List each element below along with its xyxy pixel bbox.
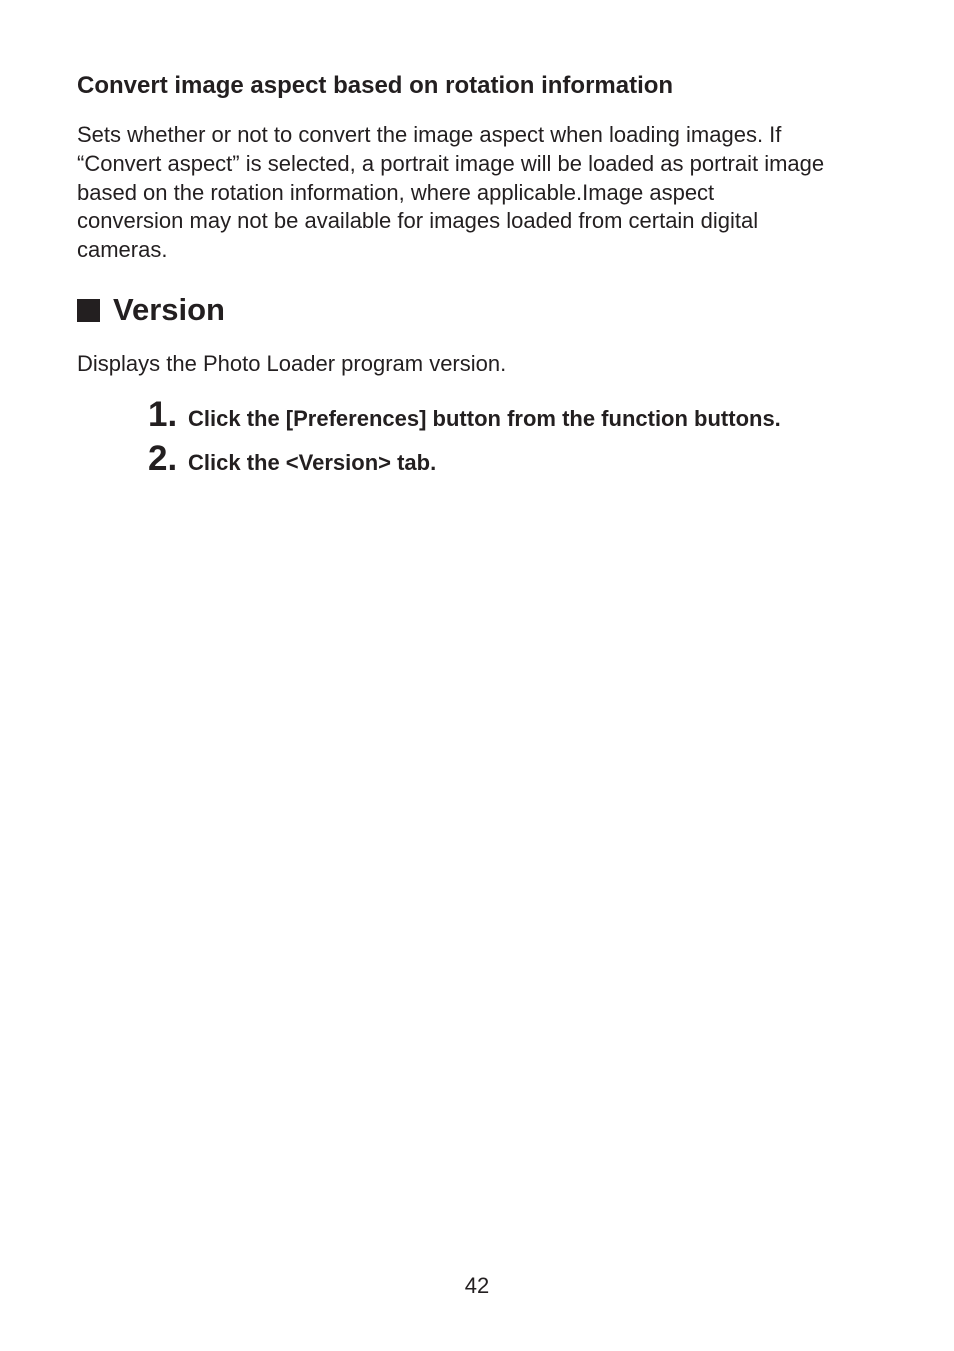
subsection-heading: Convert image aspect based on rotation information bbox=[77, 72, 674, 99]
page-number: 42 bbox=[464, 1273, 490, 1298]
step-item bbox=[148, 393, 781, 441]
body-line: conversion may not be available for images loaded from certain digital bbox=[77, 208, 759, 234]
step-text: Click the [Preferences] button from the function buttons. bbox=[188, 406, 781, 431]
body-line: cameras. bbox=[77, 237, 168, 263]
step-number: 1. bbox=[148, 395, 178, 434]
step-text: Click the <Version> tab. bbox=[188, 450, 437, 475]
body-line: Sets whether or not to convert the image aspect when loading images. If bbox=[77, 122, 782, 147]
step-item bbox=[148, 437, 436, 485]
section-description: Displays the Photo Loader program version. bbox=[77, 351, 507, 376]
step-number: 2. bbox=[148, 439, 178, 478]
section-heading bbox=[77, 290, 225, 330]
body-line: “Convert aspect” is selected, a portrait image will be loaded as portrait image bbox=[77, 150, 825, 176]
section-title-text: Version bbox=[113, 292, 225, 327]
subsection-body bbox=[77, 121, 897, 265]
filled-square-icon bbox=[77, 299, 100, 322]
body-line: based on the rotation information, where applicable.Image aspect bbox=[77, 179, 715, 205]
